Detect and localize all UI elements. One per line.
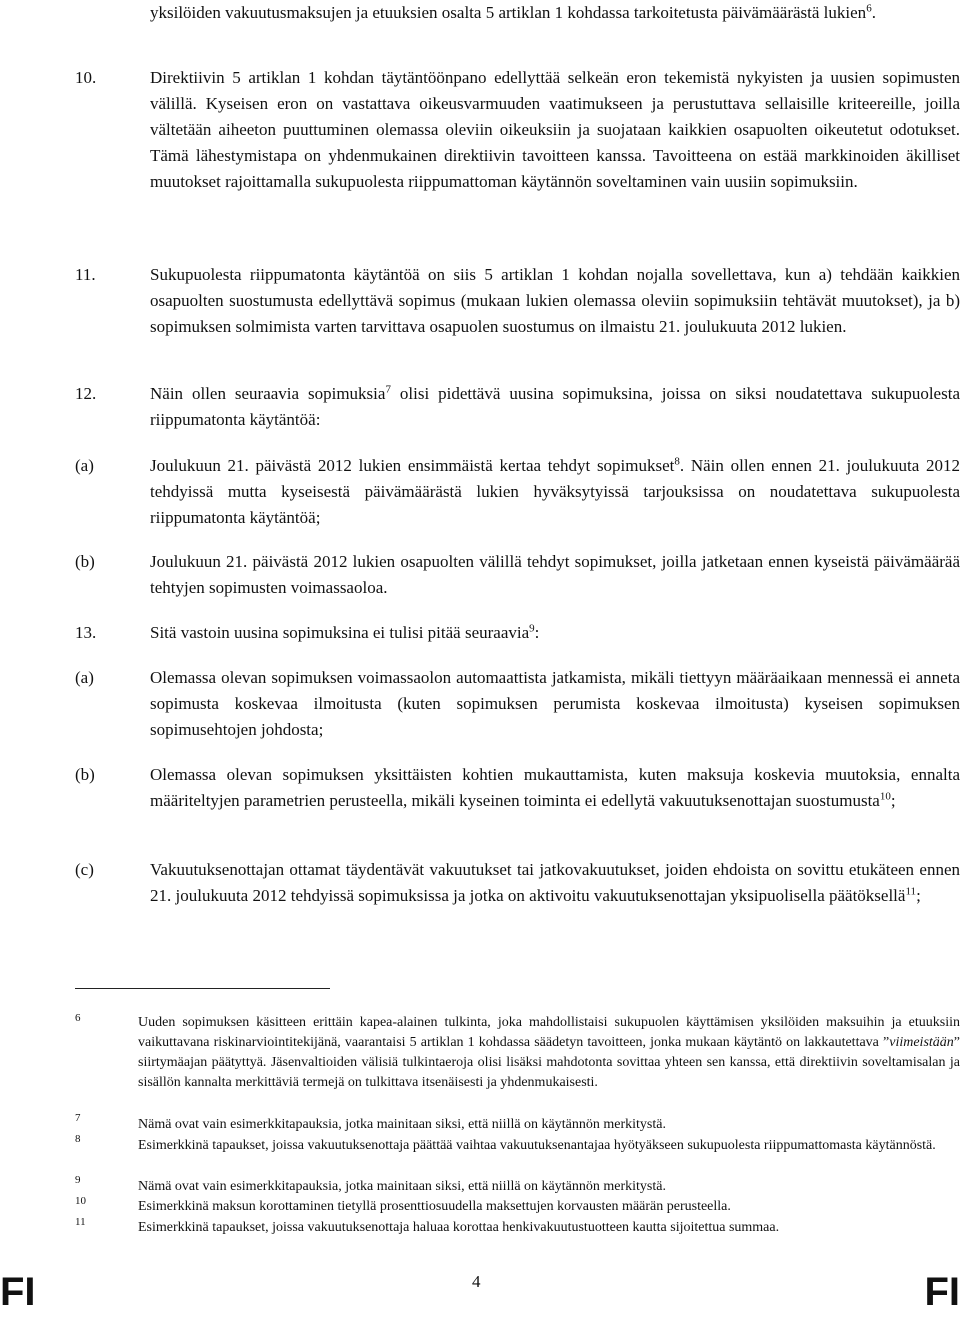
footnote-number: 7 — [75, 1112, 81, 1124]
text-run: . Näin ollen ennen 21. joulukuuta 2012 tehdyissä mutta kyseisestä päivämäärästä lukien hyväksytyissä tarjouksissa on noudatettava sukupuolesta riippumatonta käytäntöä; — [150, 456, 960, 527]
text-run: . — [871, 3, 876, 22]
footnote-number: 9 — [75, 1174, 81, 1186]
list-label: (b) — [75, 765, 95, 784]
text-run: Olemassa olevan sopimuksen voimassaolon automaattista jatkamista, mikäli tiettyyn määräaikaan mennessä ei anneta sopimusta koskevaa ilmoitusta (kuten sopimuksen perumista koskevaa ilmoitusta) kyseisen sopimuksen sopimusehtojen johdosta; — [150, 668, 960, 739]
text-run: : — [534, 623, 540, 642]
text-run: Direktiivin 5 artiklan 1 kohdan täytäntöönpano edellyttää selkeän eron tekemistä nykyisten ja uusien sopimusten välillä. Kyseisen eron on vastattava oikeusvarmuuden vaatimukseen ja perustuttava sellaisille kriteereille, joilla vältetään aiheeton puuttuminen olemassa oleviin oikeuksiin ja suojataan kaikkien osapuolten oikeutetut odotukset. Tämä lähestymistapa on yhdenmukainen direktiivin tavoitteen kanssa. Tavoitteena on estää markkinoiden äkilliset muutokset rajoittamalla sukupuolesta riippumattoman käytännön soveltaminen vain uusiin sopimuksiin. — [150, 68, 960, 191]
list-label: (b) — [75, 552, 95, 571]
text-run: ” siirtymäajan päätyttyä. Jäsenvaltioiden välisiä tulkintaeroja olisi lisäksi mahdotonta sovittaa yhteen sen kanssa, että direktiivin soveltamisalan ja sisällön kannalta merkittäviä termejä on tulkittava itsenäisesti ja yhdenmukaisesti. — [138, 1035, 960, 1090]
footnote-ref[interactable]: 7 — [385, 383, 391, 396]
list-item-text — [150, 453, 960, 531]
text-run: Joulukuun 21. päivästä 2012 lukien osapuolten välillä tehdyt sopimukset, joilla jatketaan ennen kyseistä päivämäärää tehtyjen sopimusten voimassaoloa. — [150, 552, 960, 597]
list-label: (a) — [75, 668, 94, 687]
paragraph-number: 10. — [75, 68, 97, 87]
paragraph-text — [150, 0, 960, 26]
paragraph-number: 13. — [75, 623, 97, 642]
footnote-text — [138, 1013, 960, 1093]
text-run: ; — [916, 886, 921, 905]
paragraph-text — [150, 381, 960, 433]
text-run: Näin ollen seuraavia sopimuksia — [150, 384, 386, 403]
footnote-number: 6 — [75, 1012, 81, 1024]
footnote-text — [138, 1136, 960, 1156]
language-code-right: FI — [924, 1270, 960, 1314]
text-run: Uuden sopimuksen käsitteen erittäin kapea-alainen tulkinta, joka mahdollistaisi sukupuolen käyttämisen yksilöiden maksuihin ja etuuksiin vaikuttavana riskinarviointitekijänä, vaarantaisi 5 artiklan 1 kohdassa säädetyn tavoitteen, jonka mukaan käytäntö on lakkautettava ” — [138, 1015, 960, 1050]
footnote-ref[interactable]: 11 — [905, 885, 917, 898]
footnote-text — [138, 1218, 960, 1238]
paragraph-text — [150, 65, 960, 195]
list-item-text — [150, 665, 960, 743]
text-run: yksilöiden vakuutusmaksujen ja etuuksien osalta 5 artiklan 1 kohdassa tarkoitetusta päivämäärästä lukien — [150, 3, 867, 22]
text-run: Joulukuun 21. päivästä 2012 lukien ensimmäistä kertaa tehdyt sopimukset — [150, 456, 675, 475]
footnote-text — [138, 1177, 960, 1197]
list-item-text — [150, 549, 960, 601]
footnote-ref[interactable]: 6 — [866, 2, 872, 15]
text-run: Sitä vastoin uusina sopimuksina ei tulisi pitää seuraavia — [150, 623, 530, 642]
footnote-divider — [75, 988, 330, 989]
footnote-ref[interactable]: 9 — [529, 622, 535, 635]
text-run: Esimerkkinä tapaukset, joissa vakuutuksenottaja haluaa korottaa henkivakuutustuotteen kautta sijoitettua summaa. — [138, 1220, 780, 1235]
text-run: Vakuutuksenottajan ottamat täydentävät vakuutukset tai jatkovakuutukset, joiden ehdoista on sovittu etukäteen ennen 21. joulukuuta 2012 tehdyissä sopimuksissa ja jotka on aktivoitu vakuutuksenottajan yksipuolisella päätöksellä — [150, 860, 960, 905]
language-code-left: FI — [0, 1270, 36, 1314]
list-item-text — [150, 762, 960, 814]
footnote-number: 11 — [75, 1216, 86, 1228]
footnote-ref[interactable]: 10 — [879, 790, 891, 803]
footnote-text — [138, 1115, 960, 1135]
text-run: olisi pidettävä uusina sopimuksina, joissa on siksi noudatettava sukupuolesta riippumatonta käytäntöä: — [150, 384, 960, 429]
text-run: Nämä ovat vain esimerkkitapauksia, jotka mainitaan siksi, että niillä on käytännön merkitystä. — [138, 1179, 666, 1194]
footnote-ref[interactable]: 8 — [674, 455, 680, 468]
paragraph-text — [150, 620, 960, 646]
footnote-number: 10 — [75, 1195, 86, 1207]
text-run: Esimerkkinä maksun korottaminen tietyllä prosenttiosuudella maksettujen korvausten määrän perusteella. — [138, 1199, 731, 1214]
footnote-text — [138, 1197, 960, 1217]
paragraph-number: 12. — [75, 384, 97, 403]
page-number: 4 — [472, 1272, 481, 1291]
text-run: ; — [890, 791, 896, 810]
list-item-text — [150, 857, 960, 909]
list-label: (a) — [75, 456, 94, 475]
text-run: Sukupuolesta riippumatonta käytäntöä on siis 5 artiklan 1 kohdan nojalla sovellettava, kun a) tehdään kaikkien osapuolten suostumusta edellyttävä sopimus (mukaan lukien olemassa oleviin sopimuksiin tehtävät muutokset), ja b) sopimuksen solmimista varten tarvittava osapuolen suostumus on ilmaistu 21. joulukuuta 2012 lukien. — [150, 265, 960, 336]
text-run: Esimerkkinä tapaukset, joissa vakuutuksenottaja päättää vaihtaa vakuutuksenantajaa hyötyäkseen sukupuolesta riippumattomasta käytännöstä. — [138, 1138, 936, 1153]
text-run: Nämä ovat vain esimerkkitapauksia, jotka mainitaan siksi, että niillä on käytännön merkitystä. — [138, 1117, 666, 1132]
paragraph-number: 11. — [75, 265, 96, 284]
footnote-number: 8 — [75, 1133, 81, 1145]
paragraph-text — [150, 262, 960, 340]
list-label: (c) — [75, 860, 94, 879]
emphasis: viimeistään — [889, 1035, 954, 1050]
text-run: Olemassa olevan sopimuksen yksittäisten kohtien mukauttamista, kuten maksuja koskevia muutoksia, ennalta määriteltyjen parametrien perusteella, mikäli kyseinen toiminta ei edellytä vakuutuksenottajan suostumusta — [150, 765, 960, 810]
